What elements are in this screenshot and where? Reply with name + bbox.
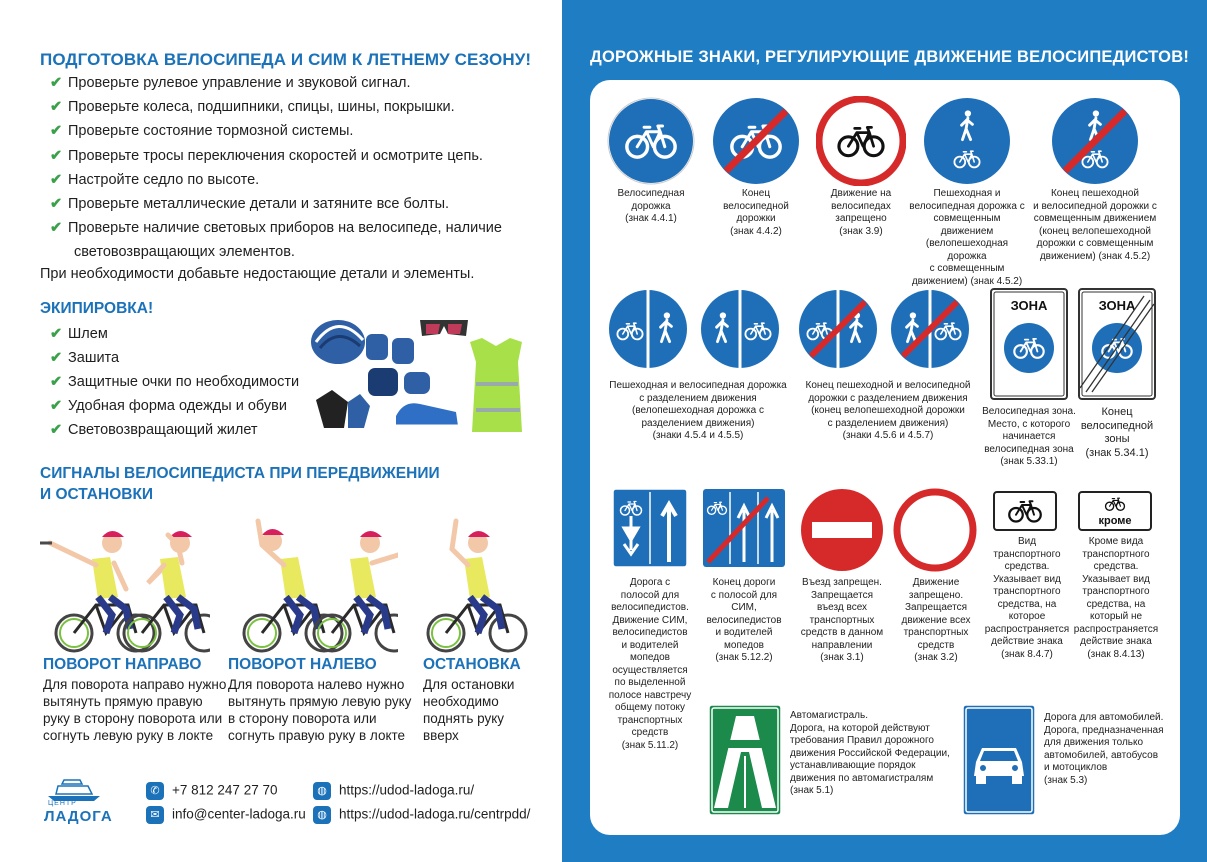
- caption-4-4-1: Велосипедная дорожка (знак 4.4.1): [617, 188, 685, 224]
- separated-path-signs: [608, 288, 788, 370]
- prep-item: ✔ Проверьте рулевое управление и звуковой сигнал.: [50, 71, 411, 95]
- check-icon: ✔: [50, 75, 63, 91]
- right-turn-title: ПОВОРОТ НАПРАВО: [43, 656, 202, 673]
- check-icon: ✔: [50, 398, 63, 414]
- zone-word: ЗОНА: [1010, 298, 1048, 313]
- stop-title: ОСТАНОВКА: [423, 656, 521, 673]
- left-turn-title: ПОВОРОТ НАЛЕВО: [228, 656, 377, 673]
- globe-icon: ◍: [313, 806, 331, 824]
- prep-title: ПОДГОТОВКА ВЕЛОСИПЕДА И СИМ К ЛЕТНЕМУ СЕЗОНУ!: [40, 50, 532, 69]
- caption-4-5-4: Пешеходная и велосипедная дорожка с разделением движения (велопешеходная дорожка с разделением движения) (знаки 4.5.4 и 4.5.5): [609, 380, 787, 441]
- cars-road-sign: [962, 704, 1036, 816]
- caption-5-12-2: Конец дороги с полосой для СИМ, велосипедистов и водителей мопедов (знак 5.12.2): [706, 577, 782, 663]
- zone-word: ЗОНА: [1098, 298, 1136, 313]
- check-icon: ✔: [50, 220, 63, 236]
- end-bike-path-sign: [711, 96, 801, 186]
- caption-5-3: Дорога для автомобилей. Дорога, предназначенная для движения только автомобилей, автобусов и мотоциклов (знак 5.3): [1044, 712, 1164, 786]
- site-link-2[interactable]: ◍ https://udod-ladoga.ru/centrpdd/: [313, 806, 530, 824]
- equip-item: ✔ Зашита: [50, 346, 119, 370]
- caption-8-4-7: Вид транспортного средства. Указывает вид транспортного средства, на которое распространяется действие знака (знак 8.4.7): [984, 536, 1070, 660]
- caption-3-9: Движение на велосипедах запрещено (знак 3.9): [830, 188, 892, 237]
- check-icon: ✔: [50, 422, 63, 438]
- logo-subtitle: ЦЕНТР: [48, 800, 77, 807]
- caption-3-1: Въезд запрещен. Запрещается въезд всех транспортных средств в данном направлении (знак 3.1): [800, 577, 884, 663]
- bike-zone-sign: [990, 288, 1068, 400]
- left-turn-text: Для поворота налево нужно вытянуть прямую левую руку в сторону поворота или согнуть правую руку в локте: [228, 677, 412, 743]
- except-word: кроме: [1098, 515, 1132, 527]
- mail-icon: ✉: [146, 806, 164, 824]
- bike-lane-sign: [612, 488, 688, 568]
- end-bike-lane-sign: [702, 488, 786, 568]
- right-panel: [562, 0, 1207, 862]
- equipment-illustration: [308, 312, 538, 440]
- caption-8-4-13: Кроме вида транспортного средства. Указывает вид транспортного средства, на который не распространяется действие знака (знак 8.4.13): [1073, 536, 1159, 660]
- check-icon: ✔: [50, 326, 63, 342]
- caption-4-5-2-end: Конец пешеходной и велосипедной дорожки с совмещенным движением (конец велопешеходной дорожки с совмещенным движением) (знак 4.5.2): [1033, 188, 1157, 262]
- signs-card: [590, 80, 1180, 835]
- prep-item: ✔ Настройте седло по высоте.: [50, 168, 259, 192]
- caption-5-11-2: Дорога с полосой для велосипедистов. Движение СИМ, велосипедистов и водителей мопедов осуществляется по выделенной полосе навстречу общему потоку транспортных средств (знак 5.11.2): [608, 577, 692, 751]
- vehicle-type-plate: [993, 491, 1057, 531]
- shared-path-sign: [922, 96, 1012, 186]
- check-icon: ✔: [50, 374, 63, 390]
- equip-item: ✔ Световозвращающий жилет: [50, 418, 258, 442]
- footer: [40, 776, 560, 836]
- check-icon: ✔: [50, 123, 63, 139]
- signals-title: СИГНАЛЫ ВЕЛОСИПЕДИСТА ПРИ ПЕРЕДВИЖЕНИИ И ОСТАНОВКИ: [40, 465, 440, 503]
- caption-5-34-1: Конец велосипедной зоны (знак 5.34.1): [1080, 406, 1154, 459]
- equip-item: ✔ Защитные очки по необходимости: [50, 370, 299, 394]
- prep-item-cont: световозвращающих элементов.: [74, 244, 295, 260]
- no-vehicles-sign: [893, 488, 977, 572]
- left-turn-illustration: [228, 505, 398, 655]
- equip-item: ✔ Шлем: [50, 322, 108, 346]
- equip-title: ЭКИПИРОВКА!: [40, 300, 154, 317]
- prep-item: ✔ Проверьте тросы переключения скоростей и осмотрите цепь.: [50, 144, 483, 168]
- prep-item: ✔ Проверьте колеса, подшипники, спицы, шины, покрышки.: [50, 95, 455, 119]
- globe-icon: ◍: [313, 782, 331, 800]
- logo-name: ЛАДОГА: [44, 808, 113, 825]
- caption-3-2: Движение запрещено. Запрещается движение всех транспортных средств (знак 3.2): [901, 577, 971, 663]
- right-turn-text: Для поворота направо нужно вытянуть прямую правую руку в сторону поворота или согнуть левую руку в локте: [43, 677, 227, 743]
- signs-title: ДОРОЖНЫЕ ЗНАКИ, РЕГУЛИРУЮЩИЕ ДВИЖЕНИЕ ВЕЛОСИПЕДИСТОВ!: [590, 48, 1190, 66]
- end-separated-path-signs: [798, 288, 978, 370]
- stop-illustration: [412, 505, 532, 655]
- prep-item: ✔ Проверьте состояние тормозной системы.: [50, 119, 353, 143]
- email-contact[interactable]: ✉ info@center-ladoga.ru: [146, 806, 306, 824]
- ship-logo-icon: [44, 778, 104, 802]
- stop-text: Для остановки необходимо поднять руку вверх: [423, 677, 515, 743]
- no-entry-sign: [800, 488, 884, 572]
- prep-item: ✔ Проверьте металлические детали и затяните все болты.: [50, 192, 449, 216]
- prep-item: ✔ Проверьте наличие световых приборов на велосипеде, наличие: [50, 216, 502, 240]
- site-link-1[interactable]: ◍ https://udod-ladoga.ru/: [313, 782, 474, 800]
- check-icon: ✔: [50, 172, 63, 188]
- caption-4-5-2: Пешеходная и велосипедная дорожка с совмещенным движением (велопешеходная дорожка с совмещенным движением) (знак 4.5.2): [909, 188, 1025, 287]
- prep-note: При необходимости добавьте недостающие детали и элементы.: [40, 266, 475, 282]
- check-icon: ✔: [50, 196, 63, 212]
- check-icon: ✔: [50, 350, 63, 366]
- caption-4-5-6: Конец пешеходной и велосипедной дорожки с разделением движения (конец велопешеходной дорожки с разделением движения) (знаки 4.5.6 и 4.5.7): [805, 380, 971, 441]
- caption-4-4-2: Конец велосипедной дорожки (знак 4.4.2): [723, 188, 789, 237]
- caption-5-33-1: Велосипедная зона. Место, с которого начинается велосипедная зона (знак 5.33.1): [982, 406, 1076, 467]
- bike-path-sign: [606, 96, 696, 186]
- check-icon: ✔: [50, 148, 63, 164]
- phone-contact[interactable]: ✆ +7 812 247 27 70: [146, 782, 277, 800]
- right-turn-illustration: [40, 505, 210, 655]
- end-shared-path-sign: [1050, 96, 1140, 186]
- caption-5-1: Автомагистраль. Дорога, на которой действуют требования Правил дорожного движения Российской Федерации, устанавливающие порядок движения по автомагистралям (знак 5.1): [790, 710, 950, 796]
- no-bicycles-sign: [816, 96, 906, 186]
- equip-item: ✔ Удобная форма одежды и обуви: [50, 394, 287, 418]
- motorway-sign: [708, 704, 782, 816]
- phone-icon: ✆: [146, 782, 164, 800]
- except-vehicle-plate: [1078, 491, 1152, 531]
- end-bike-zone-sign: [1078, 288, 1156, 400]
- left-panel: [0, 0, 562, 862]
- check-icon: ✔: [50, 99, 63, 115]
